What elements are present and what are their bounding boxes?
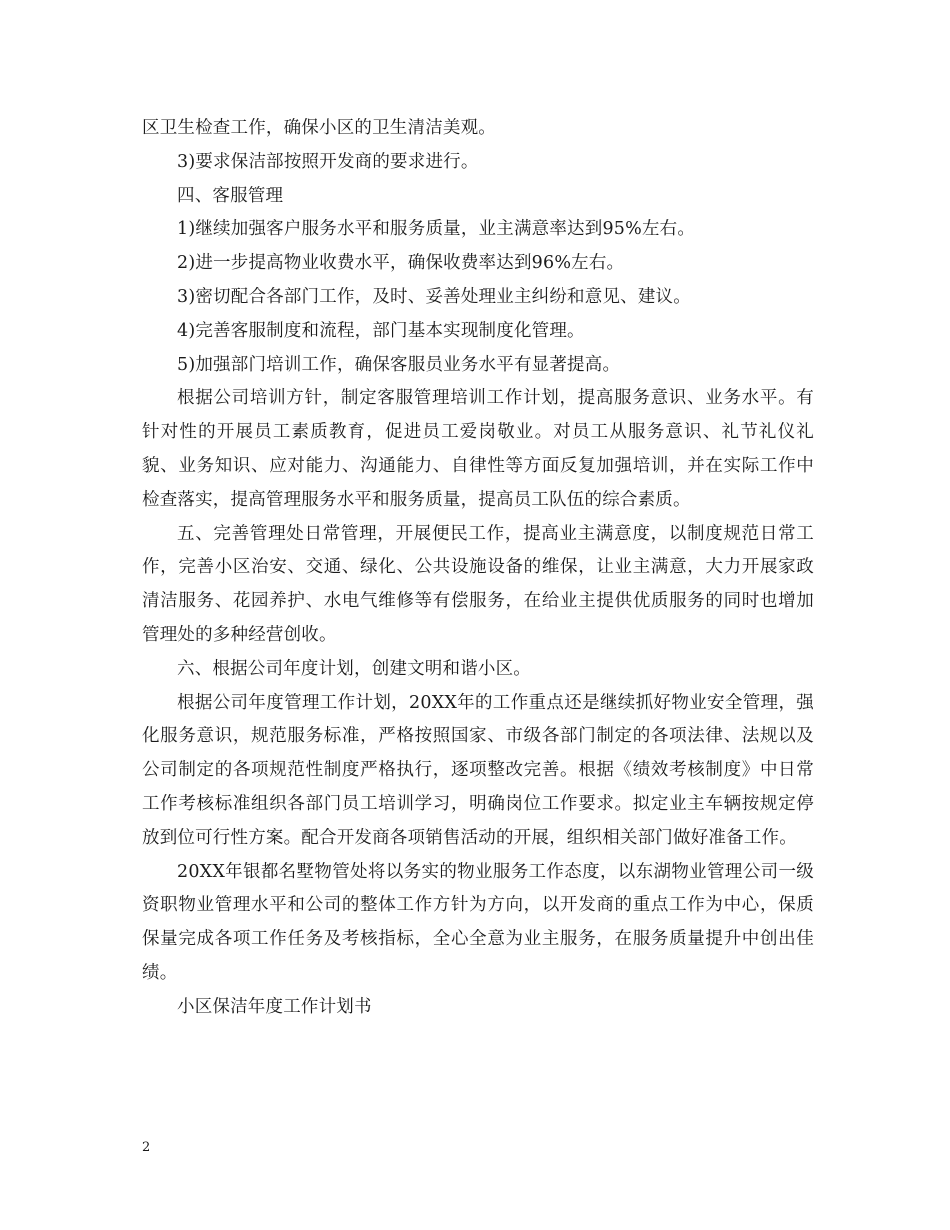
document-title: 小区保洁年度工作计划书 xyxy=(177,996,372,1017)
section-heading: 四、客服管理 xyxy=(177,185,284,206)
paragraph: 区卫生检查工作，确保小区的卫生清洁美观。 xyxy=(142,118,496,138)
paragraph: 5)加强部门培训工作，确保客服员业务水平有显著提高。 xyxy=(177,354,621,375)
paragraph: 2)进一步提高物业收费水平，确保收费率达到96%左右。 xyxy=(177,253,625,274)
paragraph: 4)完善客服制度和流程，部门基本实现制度化管理。 xyxy=(177,320,585,341)
paragraph: 1)继续加强客户服务水平和服务质量，业主满意率达到95%左右。 xyxy=(177,219,696,240)
paragraph: 3)密切配合各部门工作，及时、妥善处理业主纠纷和意见、建议。 xyxy=(177,286,691,307)
document-body xyxy=(142,112,814,1025)
section-heading: 五、完善管理处日常管理，开展便民工作，提高业主满意度，以制度规范日常工作，完善小区治安、交通、绿化、公共设施设备的维保，让业主满意，大力开展家政清洁服务、花园养护、水电气维修等有偿服务，在给业主提供优质服务的同时也增加管理处的多种经营创收。 xyxy=(142,523,814,645)
paragraph: 根据公司培训方针，制定客服管理培训工作计划，提高服务意识、业务水平。有针对性的开展员工素质教育，促进员工爱岗敬业。对员工从服务意识、礼节礼仪礼貌、业务知识、应对能力、沟通能力、自律性等方面反复加强培训，并在实际工作中检查落实，提高管理服务水平和服务质量，提高员工队伍的综合素质。 xyxy=(142,388,814,510)
paragraph: 3)要求保洁部按照开发商的要求进行。 xyxy=(177,151,479,172)
section-heading: 六、根据公司年度计划，创建文明和谐小区。 xyxy=(177,658,531,679)
paragraph: 根据公司年度管理工作计划，20XX年的工作重点还是继续抓好物业安全管理，强化服务意识，规范服务标准，严格按照国家、市级各部门制定的各项法律、法规以及公司制定的各项规范性制度严格执行，逐项整改完善。根据《绩效考核制度》中日常工作考核标准组织各部门员工培训学习，明确岗位工作要求。拟定业主车辆按规定停放到位可行性方案。配合开发商各项销售活动的开展，组织相关部门做好准备工作。 xyxy=(142,692,814,848)
paragraph: 20XX年银都名墅物管处将以务实的物业服务工作态度，以东湖物业管理公司一级资职物业管理水平和公司的整体工作方针为方向，以开发商的重点工作为中心，保质保量完成各项工作任务及考核指标，全心全意为业主服务，在服务质量提升中创出佳绩。 xyxy=(142,861,814,983)
page-number: 2 xyxy=(142,1140,151,1155)
